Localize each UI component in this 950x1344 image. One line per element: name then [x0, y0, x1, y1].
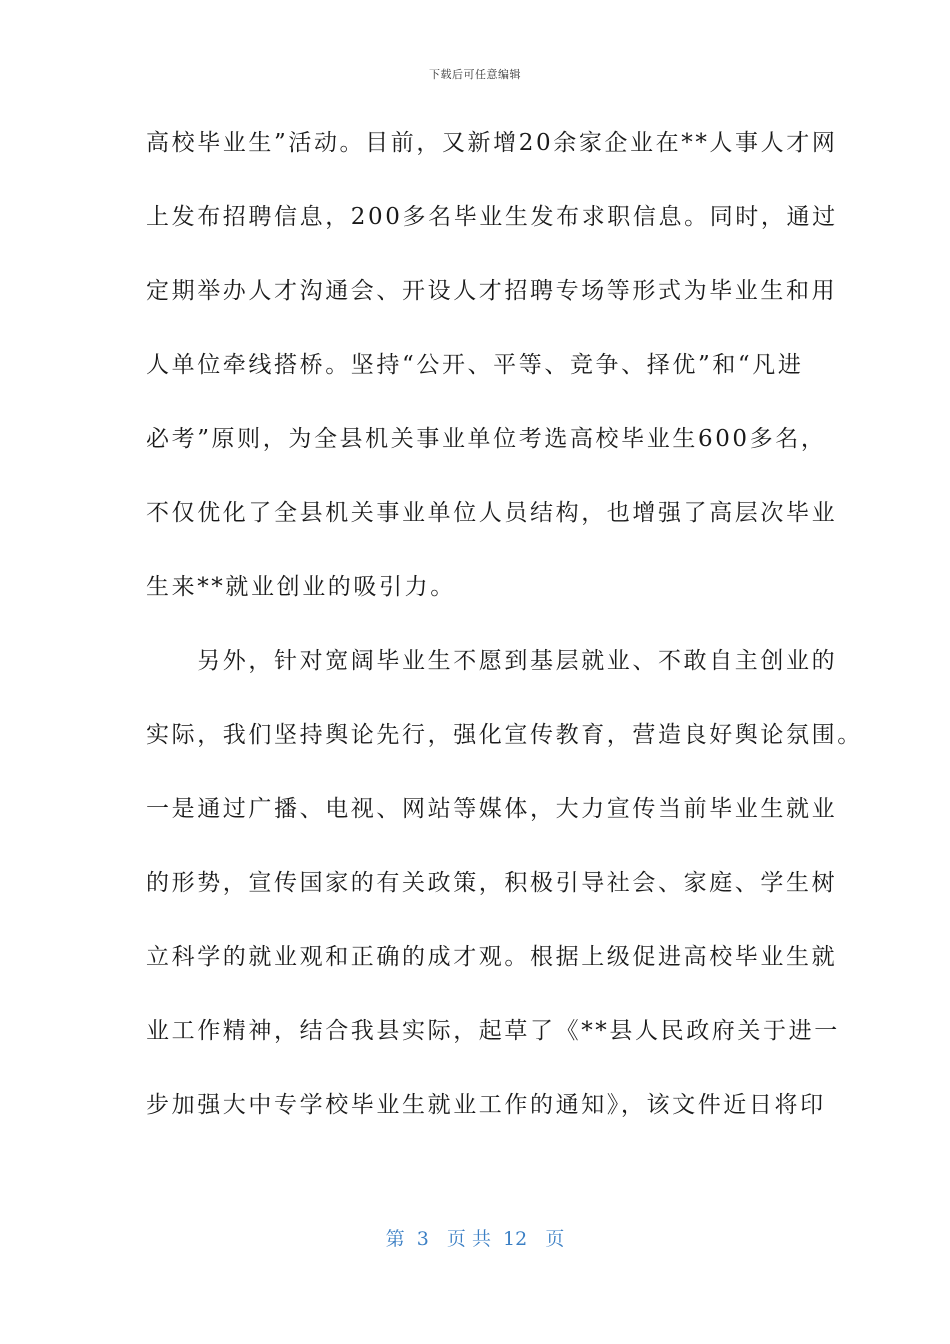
text-line: 业工作精神，结合我县实际，起草了《**县人民政府关于进一: [146, 1018, 840, 1044]
header-note: 下载后可任意编辑: [429, 68, 521, 81]
text-line: 不仅优化了全县机关事业单位人员结构，也增强了高层次毕业: [146, 500, 838, 526]
text-line: 步加强大中专学校毕业生就业工作的通知》，该文件近日将印: [146, 1092, 826, 1118]
text-line: 生来**就业创业的吸引力。: [146, 574, 456, 600]
text-line: 立科学的就业观和正确的成才观。根据上级促进高校毕业生就: [146, 944, 838, 970]
text-line: 人单位牵线搭桥。坚持“公开、平等、竞争、择优”和“凡进: [146, 352, 804, 378]
page-number-footer: 第 3 页 共 12 页: [385, 1228, 565, 1250]
text-line: 定期举办人才沟通会、开设人才招聘专场等形式为毕业生和用: [146, 278, 838, 304]
text-line: 高校毕业生”活动。目前，又新增20余家企业在**人事人才网: [146, 130, 838, 156]
document-body: [146, 116, 863, 1152]
text-line: 必考”原则，为全县机关事业单位考选高校毕业生600多名，: [146, 426, 827, 452]
text-line: 一是通过广播、电视、网站等媒体，大力宣传当前毕业生就业: [146, 796, 838, 822]
text-line: 另外，针对宽阔毕业生不愿到基层就业、不敢自主创业的: [146, 648, 838, 674]
text-line: 实际，我们坚持舆论先行，强化宣传教育，营造良好舆论氛围。: [146, 722, 863, 748]
text-line: 的形势，宣传国家的有关政策，积极引导社会、家庭、学生树: [146, 870, 838, 896]
text-line: 上发布招聘信息，200多名毕业生发布求职信息。同时，通过: [146, 204, 838, 230]
